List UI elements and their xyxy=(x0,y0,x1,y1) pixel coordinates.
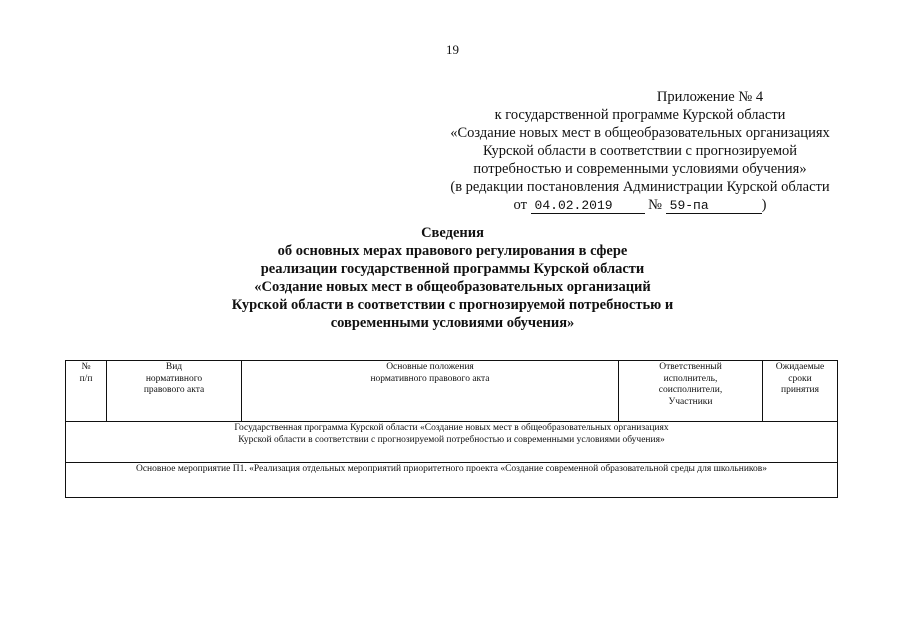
header-responsible xyxy=(619,361,763,422)
title-line-4: «Создание новых мест в общеобразовательных организаций xyxy=(254,279,651,295)
title-line-2: об основных мерах правового регулирования в сфере xyxy=(277,243,628,259)
order-prefix: от xyxy=(513,197,527,213)
appendix-header xyxy=(420,88,860,214)
appendix-line-title-1: «Создание новых мест в общеобразовательных организациях xyxy=(450,125,830,141)
measures-table xyxy=(65,360,838,498)
order-close-paren: ) xyxy=(761,197,767,213)
order-number-sign: № xyxy=(648,197,663,213)
order-number-field: 59-па xyxy=(666,198,762,214)
order-date-field: 04.02.2019 xyxy=(531,198,645,214)
header-act-kind-l3: правового акта xyxy=(143,385,205,395)
title-line-6: современными условиями обучения» xyxy=(330,315,575,331)
header-due-date-l1: Ожидаемые xyxy=(775,362,825,372)
appendix-line-title-3: потребностью и современными условиями обучения» xyxy=(473,161,807,177)
header-number xyxy=(66,361,107,422)
header-act-kind-l1: Вид xyxy=(165,362,183,372)
header-due-date-l3: принятия xyxy=(781,385,819,395)
appendix-line-edition: (в редакции постановления Администрации Курской области xyxy=(450,179,830,195)
table-row-program xyxy=(66,422,838,463)
header-responsible-l4: Участники xyxy=(668,396,713,407)
header-provisions xyxy=(242,361,619,422)
title-line-5: Курской области в соответствии с прогнозируемой потребностью и xyxy=(231,297,674,313)
program-cell xyxy=(66,422,838,463)
measure-cell: Основное мероприятие П1. «Реализация отдельных мероприятий приоритетного проекта «Создание современной образовательной среды для школьников» xyxy=(66,463,838,498)
order-line xyxy=(420,196,860,214)
header-due-date-l2: сроки xyxy=(788,373,812,384)
header-number-l1: № xyxy=(81,362,91,372)
title-line-3: реализации государственной программы Курской области xyxy=(260,261,645,277)
document-title xyxy=(0,224,905,332)
table-header-row xyxy=(66,361,838,422)
page-number: 19 xyxy=(446,42,459,57)
header-act-kind xyxy=(107,361,242,422)
header-due-date xyxy=(763,361,838,422)
program-cell-l1: Государственная программа Курской области «Создание новых мест в общеобразовательных организациях xyxy=(234,423,669,433)
title-line-1: Сведения xyxy=(421,225,484,241)
header-provisions-l2: нормативного правового акта xyxy=(370,373,490,384)
table-row-measure xyxy=(66,463,838,498)
appendix-line-program: к государственной программе Курской области xyxy=(494,107,786,123)
appendix-line-title-2: Курской области в соответствии с прогнозируемой xyxy=(482,143,798,159)
program-cell-l2: Курской области в соответствии с прогнозируемой потребностью и современными условиями обучения» xyxy=(238,434,665,445)
header-responsible-l2: исполнитель, xyxy=(663,373,718,384)
appendix-number: Приложение № 4 xyxy=(656,89,764,105)
header-responsible-l1: Ответственный xyxy=(659,362,722,372)
header-act-kind-l2: нормативного xyxy=(145,373,203,384)
header-responsible-l3: соисполнители, xyxy=(658,385,723,395)
header-provisions-l1: Основные положения xyxy=(386,362,474,372)
header-number-l2: п/п xyxy=(79,373,93,384)
